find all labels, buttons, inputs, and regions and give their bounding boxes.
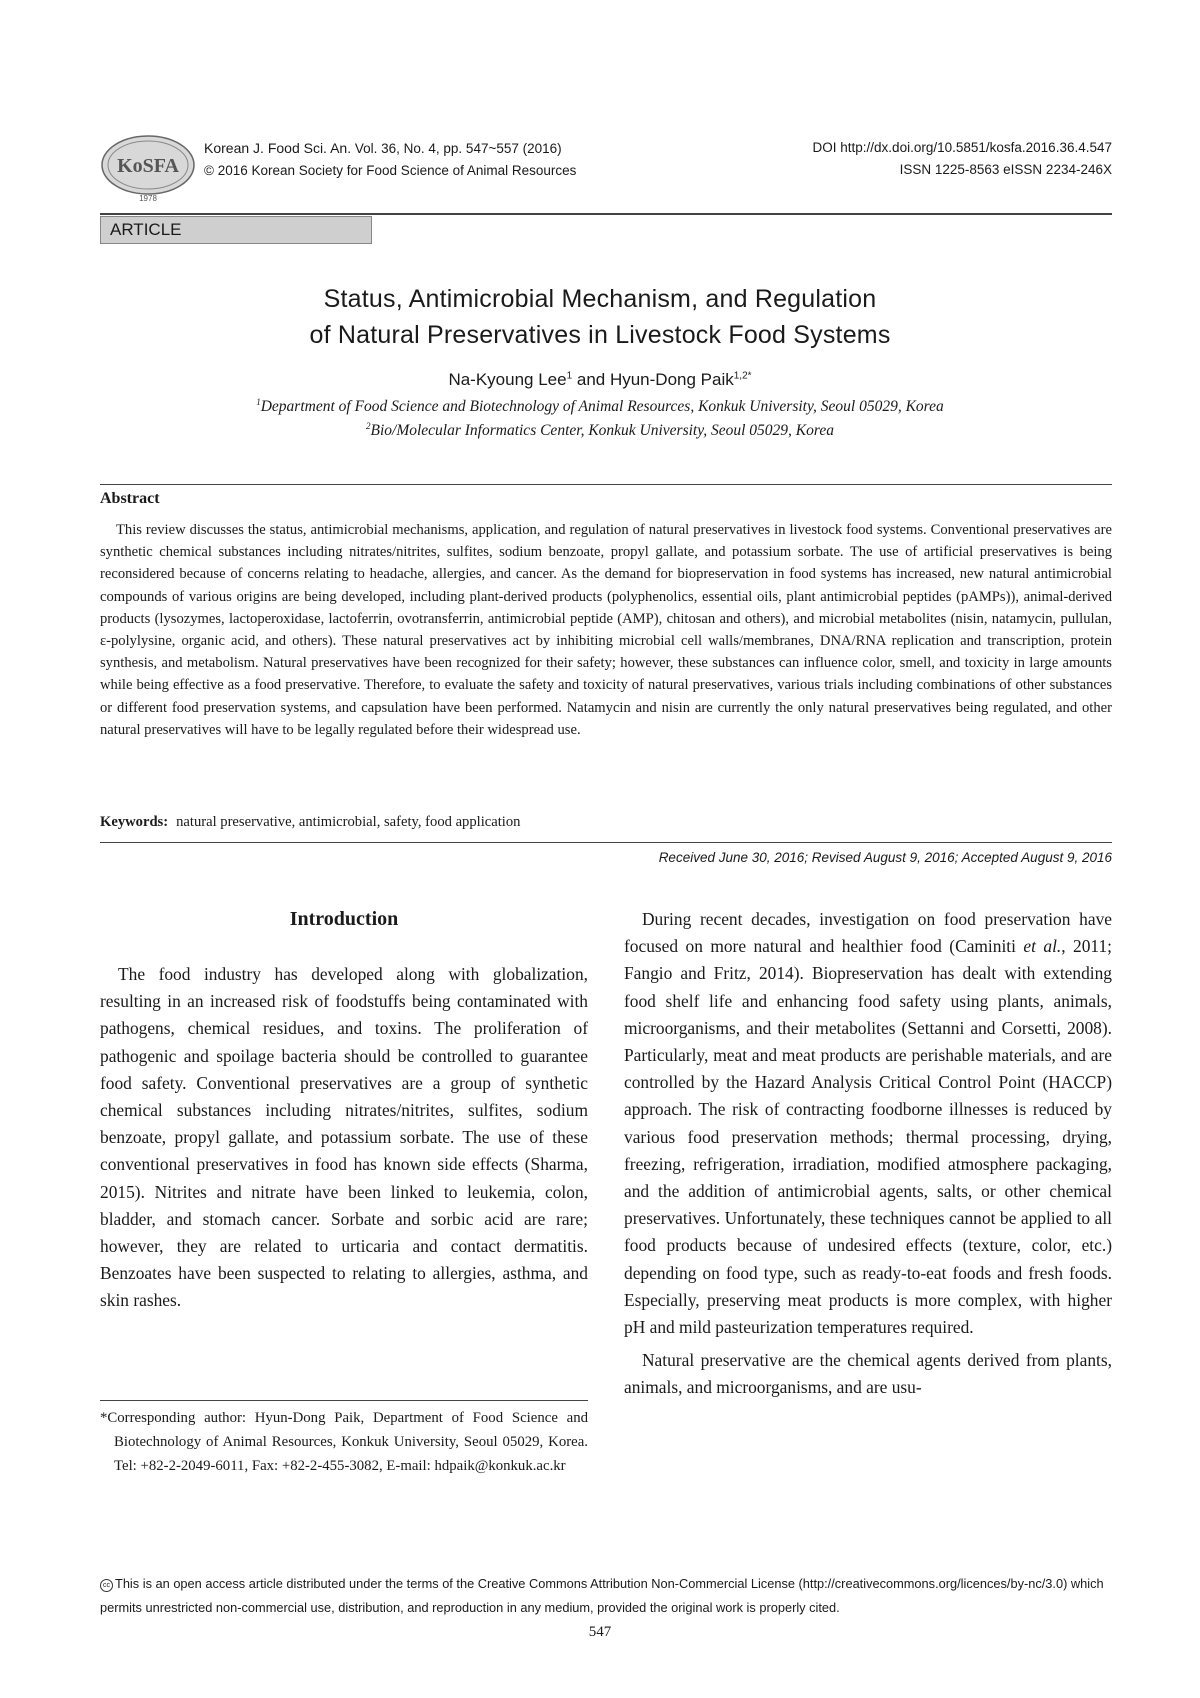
- doi-issn-block: [813, 137, 1112, 181]
- affiliation-1-mark: 1: [256, 397, 261, 407]
- header-rule: [100, 213, 1112, 215]
- affiliation-1: [0, 397, 1200, 416]
- creative-commons-icon: cc: [100, 1579, 113, 1592]
- keywords: [100, 814, 520, 831]
- et-al: et al.: [1023, 936, 1062, 957]
- affiliation-1-text: Department of Food Science and Biotechnology of Animal Resources, Konkuk University, Seoul 05029, Korea: [260, 398, 944, 416]
- abstract-text: This review discusses the status, antimicrobial mechanisms, application, and regulation of natural preservatives in livestock food systems. Conventional preservatives are synthetic chemical substances including nitrates/nitrites, sulfites, sodium benzoate, propyl gallate, and potassium sorbate. The use of artificial preservatives is being reconsidered because of concerns relating to headache, allergies, and cancer. As the demand for biopreservation in food systems has increased, new natural antimicrobial compounds of various origins are being developed, including plant-derived products (polyphenolics, essential oils, plant antimicrobial peptides (pAMPs)), animal-derived products (lysozymes, lactoperoxidase, lactoferrin, ovotransferrin, antimicrobial peptide (AMP), chitosan and others), and microbial metabolites (nisin, natamycin, pullulan, ε-polylysine, organic acid, and others). These natural preservatives act by inhibiting microbial cell walls/membranes, DNA/RNA replication and transcription, protein synthesis, and metabolism. Natural preservatives have been recognized for their safety; however, these substances can influence color, smell, and toxicity in large amounts while being effective as a food preservative. Therefore, to evaluate the safety and toxicity of natural preservatives, various trials including combinations of other substances or different food preservation systems, and capsulation have been performed. Natamycin and nisin are currently the only natural preservatives being regulated, and other natural preservatives will have to be legally regulated before their widespread use.: [100, 522, 1112, 738]
- author-conjunction: and: [572, 370, 610, 389]
- author-2-affil: 1,2*: [733, 370, 752, 382]
- license-notice: [100, 1572, 1112, 1620]
- intro-paragraph-3: Natural preservative are the chemical agents derived from plants, animals, and microorganisms, and are usu-: [624, 1350, 1112, 1398]
- footnote-rule: [100, 1400, 588, 1401]
- received-dates: Received June 30, 2016; Revised August 9, 2016; Accepted August 9, 2016: [658, 850, 1112, 865]
- copyright-line: © 2016 Korean Society for Food Science of Animal Resources: [204, 163, 577, 178]
- affiliation-2: [0, 421, 1200, 440]
- article-type-tag: ARTICLE: [100, 216, 372, 244]
- volume-info: Vol. 36, No. 4, pp. 547~557 (2016): [354, 141, 562, 156]
- intro-paragraph-2: During recent decades, investigation on food preservation have focused on more natural and healthier food (Caminiti et al., 2011; Fangio and Fritz, 2014). Biopreservation has dealt with extending food shelf life and enhancing food safety using plants, animals, microorganisms, and their metabolites (Settanni and Corsetti, 2008). Particularly, meat and meat products are perishable materials, and are controlled by the Hazard Analysis Critical Control Point (HACCP) approach. The risk of contracting foodborne illnesses is reduced by various food preservation methods; thermal processing, drying, freezing, refrigeration, irradiation, modified atmosphere packaging, and the addition of antimicrobial agents, salts, or other chemical preservatives. Unfortunately, these techniques cannot be applied to all food products because of undesired effects (texture, color, etc.) depending on food type, such as ready-to-eat foods and fresh foods. Especially, preserving meat products is more complex, with higher pH and mild pasteurization temperatures required.: [624, 909, 1112, 1338]
- abstract-heading: Abstract: [100, 490, 160, 507]
- title-line-1: Status, Antimicrobial Mechanism, and Regulation: [323, 285, 877, 313]
- page-number: 547: [588, 1624, 612, 1640]
- abstract-top-rule: [100, 484, 1112, 485]
- corresponding-author-footnote: [100, 1406, 588, 1478]
- logo-year: 1978: [139, 194, 157, 203]
- affiliation-2-mark: 2: [365, 421, 371, 431]
- footnote-lead: *Corresponding author: Hyun-Dong Paik, Department of Food: [100, 1410, 504, 1426]
- affiliation-2-text: Bio/Molecular Informatics Center, Konkuk University, Seoul 05029, Korea: [370, 422, 834, 440]
- footnote-rest: Science and Biotechnology of Animal Resources, Konkuk University, Seoul 05029, Korea. Tel: +82-2-2049-6011, Fax: +82-2-455-3082, E-mail: hdpaik@konkuk.ac.kr: [114, 1410, 589, 1474]
- keywords-label: Keywords:: [100, 814, 169, 830]
- title-line-2: of Natural Preservatives in Livestock Food Systems: [309, 321, 891, 349]
- author-1-affil: 1: [566, 370, 573, 382]
- journal-citation: [204, 137, 576, 160]
- keywords-rule: [100, 842, 1112, 843]
- article-title: [0, 281, 1200, 353]
- author-2: Hyun-Dong Paik: [609, 370, 734, 389]
- doi-link[interactable]: DOI http://dx.doi.org/10.5851/kosfa.2016.36.4.547: [812, 140, 1112, 155]
- issn-line: ISSN 1225-8563 eISSN 2234-246X: [899, 162, 1112, 177]
- introduction-heading: Introduction: [289, 908, 399, 930]
- journal-name: Korean J. Food Sci. An.: [204, 140, 352, 156]
- keywords-text: natural preservative, antimicrobial, safety, food application: [176, 814, 521, 830]
- license-text: This is an open access article distributed under the terms of the Creative Commons Attribution Non-Commercial License (http://creativecommons.org/licences/by-nc/3.0) which permits unrestricted non-commercial use, distribution, and reproduction in any medium, provided the original work is properly cited.: [100, 1576, 1104, 1615]
- right-column: [624, 906, 1112, 1402]
- author-line: [0, 370, 1200, 390]
- intro-paragraph-1: The food industry has developed along with globalization, resulting in an increased risk of foodstuffs being contaminated with pathogens, chemical residues, and toxins. The proliferation of pathogenic and spoilage bacteria should be controlled to guarantee food safety. Conventional preservatives are a group of synthetic chemical substances including nitrates/nitrites, sulfites, sodium benzoate, propyl gallate, and potassium sorbate. The use of these conventional preservatives in food has known side effects (Sharma, 2015). Nitrites and nitrate have been linked to leukemia, colon, bladder, and stomach cancer. Sorbate and sorbic acid are rare; however, they are related to urticaria and contact dermatitis. Benzoates have been suspected to relating to allergies, asthma, and skin rashes.: [100, 964, 588, 1311]
- society-logo: [98, 133, 200, 205]
- left-column: [100, 961, 588, 1315]
- journal-info: [204, 137, 576, 182]
- author-1: Na-Kyoung Lee: [448, 370, 567, 389]
- logo-text: KoSFA: [117, 155, 179, 177]
